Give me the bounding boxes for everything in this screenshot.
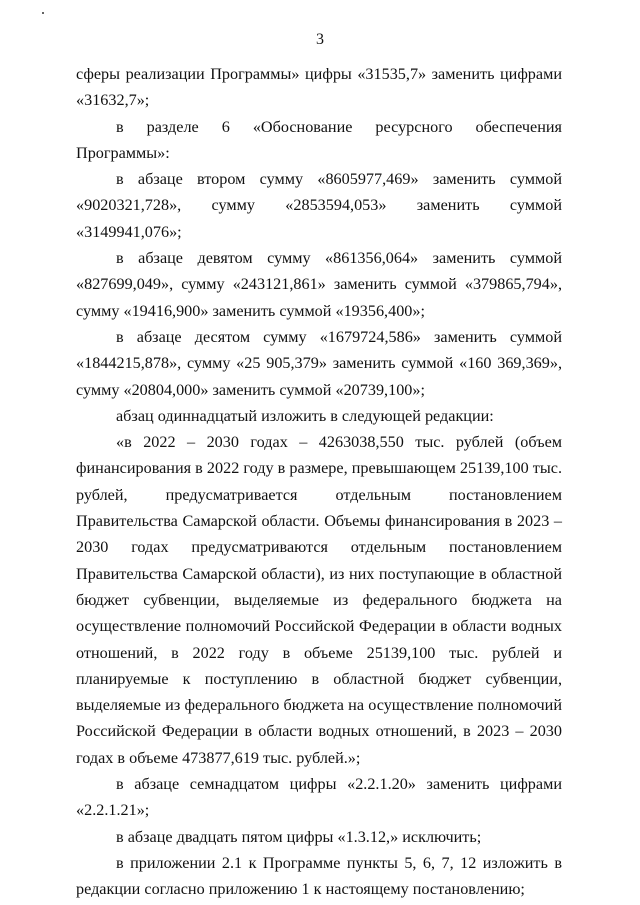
- paragraph: в абзаце втором сумму «8605977,469» заменить суммой «9020321,728», сумму «2853594,053» заменить суммой «3149941,076»;: [76, 170, 562, 241]
- paragraph: абзац одиннадцатый изложить в следующей редакции:: [116, 406, 494, 425]
- page-number: 3: [316, 31, 324, 48]
- paragraph: в приложении 2.1 к Программе пункты 5, 6, 7, 12 изложить в редакции согласно приложению 1 к настоящему постановлению;: [76, 853, 562, 899]
- paragraph: в абзаце двадцать пятом цифры «1.3.12,» исключить;: [116, 827, 482, 846]
- scan-speck: [42, 12, 44, 14]
- paragraph: сферы реализации Программы» цифры «31535,7» заменить цифрами «31632,7»;: [76, 65, 562, 110]
- paragraph: в абзаце семнадцатом цифры «2.2.1.20» заменить цифрами «2.2.1.21»;: [76, 775, 562, 820]
- paragraph: в разделе 6 «Обоснование ресурсного обеспечения Программы»:: [76, 117, 562, 162]
- paragraph: «в 2022 – 2030 годах – 4263038,550 тыс. рублей (объем финансирования в 2022 году в размере, превышающем 25139,100 тыс. рублей, предусматривается отдельным постановлением Правительства Самарской области. Объемы финансирования в 2023 – 2030 годах предусматриваются отдельным постановлением Правительства Самарской области), из них поступающие в областной бюджет субвенции, выделяемые из федерального бюджета на осуществление полномочий Российской Федерации в области водных отношений, в 2022 году в объеме 25139,100 тыс. рублей и планируемые к поступлению в областной бюджет субвенции, выделяемые из федерального бюджета на осуществление полномочий Российской Федерации в области водных отношений, в 2023 – 2030 годах в объеме 473877,619 тыс. рублей.»;: [76, 433, 562, 767]
- paragraph: в абзаце девятом сумму «861356,064» заменить суммой «827699,049», сумму «243121,861» заменить суммой «379865,794», сумму «19416,900» заменить суммой «19356,400»;: [76, 249, 562, 320]
- document-body: [76, 61, 562, 903]
- paragraph: в абзаце десятом сумму «1679724,586» заменить суммой «1844215,878», сумму «25 905,379» заменить суммой «160 369,369», сумму «20804,000» заменить суммой «20739,100»;: [76, 327, 562, 399]
